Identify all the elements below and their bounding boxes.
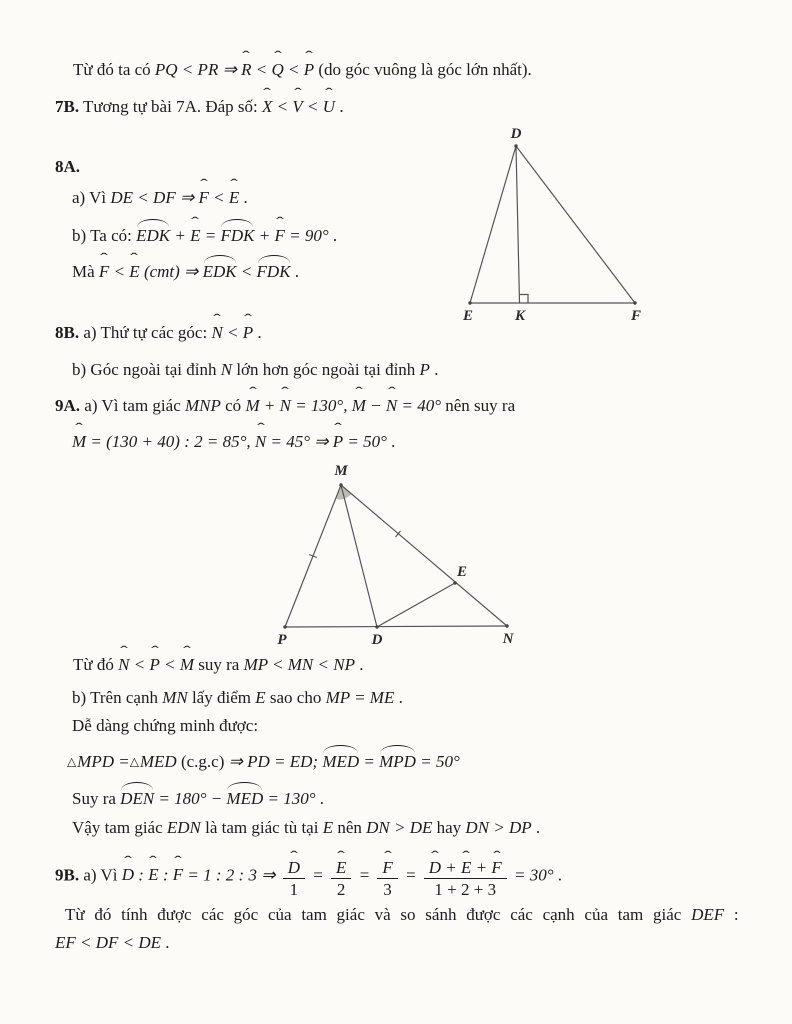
text-run: Dễ dàng chứng minh được:	[72, 716, 259, 735]
text-run: .	[394, 688, 403, 707]
fraction	[331, 852, 351, 901]
line-7b-answer	[55, 95, 344, 119]
text-run: b) Góc ngoài tại đỉnh	[72, 360, 221, 379]
math-run: DN > DP	[465, 818, 532, 837]
text-run: .	[386, 432, 396, 451]
line-8a-b	[72, 222, 337, 248]
math-run: +	[441, 858, 461, 877]
right-angle-mark	[520, 295, 528, 304]
math-run: DN > DE	[366, 818, 433, 837]
hat-angle: ˆ E	[190, 224, 200, 248]
hat-angle: ˆ M	[180, 653, 194, 677]
fraction-numerator	[283, 852, 305, 879]
text-run: Từ đó ta có	[73, 60, 155, 79]
text-run: là tam giác tù tại	[200, 818, 323, 837]
text-run: .	[290, 262, 300, 281]
fraction-numerator	[377, 852, 397, 879]
math-run: <	[159, 655, 180, 674]
text-run: .	[335, 97, 344, 116]
math-run: <	[222, 323, 243, 342]
arc-angle: EDK	[203, 260, 237, 284]
hat-angle: ˆ N	[280, 394, 291, 418]
arc-angle: MED	[322, 750, 359, 774]
fraction	[424, 852, 507, 901]
hat-angle: ˆ D	[429, 858, 441, 878]
text-run: a) Thứ tự các góc:	[79, 323, 212, 342]
math-run: +	[259, 396, 280, 415]
arc-angle: EDK	[136, 224, 170, 248]
line-8b-b	[72, 358, 438, 382]
hat-angle: ˆ N	[255, 430, 266, 454]
line-9a-congruence	[67, 748, 460, 774]
bold-label: 9B.	[55, 865, 80, 885]
hat-angle: ˆ R	[241, 58, 251, 82]
line-9a-easy	[72, 714, 258, 738]
fig2-label-e: E	[456, 564, 468, 580]
text-run: .	[315, 789, 325, 808]
math-run: <	[251, 60, 272, 79]
arc-angle: MED	[226, 787, 263, 811]
line-8a-ma	[72, 258, 299, 284]
hat-angle: ˆ E	[129, 260, 139, 284]
text-run: .	[531, 818, 541, 837]
text-run: sao cho	[265, 688, 326, 707]
fraction	[283, 852, 305, 901]
line-9a-result	[72, 430, 395, 454]
math-run: = 130°	[263, 789, 316, 808]
text-run: a) Vì	[79, 865, 122, 885]
math-run: MED	[139, 752, 177, 771]
text-run: hay	[432, 818, 466, 837]
text-run: Vậy tam giác	[72, 818, 167, 837]
math-run: <	[236, 262, 257, 281]
text-run: nên	[333, 818, 367, 837]
triangle-symbol: △	[129, 754, 140, 769]
line-9b-paragraph	[65, 903, 739, 927]
hat-angle: ˆ Q	[271, 58, 283, 82]
line-9a-conclusion	[72, 816, 540, 840]
math-run: =	[359, 752, 380, 771]
text-run: .	[239, 188, 248, 207]
fig1-label-d: D	[510, 126, 522, 142]
math-run: = 1 : 2 : 3 ⇒	[183, 865, 280, 885]
text-run: .	[328, 226, 338, 245]
math-run: EF < DF < DE	[55, 933, 162, 952]
math-run: = 90°	[284, 226, 329, 245]
figure-triangle-mpn-bisector	[266, 460, 526, 655]
math-run: =	[113, 752, 130, 771]
text-run: (do góc vuông là góc lớn nhất).	[314, 60, 532, 79]
text-run: (c.g.c)	[176, 752, 229, 771]
text-run: a) Vì tam giác	[80, 396, 185, 415]
text-run: Từ đó	[73, 655, 119, 674]
line-9b-fractions	[55, 852, 562, 901]
text-run: .	[354, 655, 364, 674]
text-run: lớn hơn góc ngoài tại đỉnh	[232, 360, 420, 379]
math-run: P	[419, 360, 430, 379]
hat-angle: ˆ F	[491, 858, 501, 878]
hat-angle: ˆ F	[198, 186, 208, 210]
math-run: <	[129, 655, 150, 674]
hat-angle: ˆ P	[304, 58, 314, 82]
text-run: suy ra	[193, 655, 244, 674]
math-run: <	[208, 188, 229, 207]
fig2-label-p: P	[277, 632, 287, 648]
math-run: =	[307, 865, 328, 885]
text-run: .	[429, 360, 439, 379]
text-run: lấy điểm	[187, 688, 256, 707]
hat-angle: ˆ M	[245, 394, 259, 418]
text-run: Mà	[72, 262, 99, 281]
math-run: :	[134, 865, 149, 885]
line-9a-intro	[55, 394, 515, 418]
text-run: Từ đó tính được các góc của tam giác và so sánh được các cạnh của tam giác	[65, 905, 692, 924]
math-run: MP = ME	[325, 688, 395, 707]
math-run: +	[170, 226, 191, 245]
text-run: .	[161, 933, 170, 952]
math-run: = 30°	[509, 865, 554, 885]
arc-angle: DEN	[120, 787, 154, 811]
hat-angle: ˆ P	[333, 430, 343, 454]
fig2-label-d: D	[371, 632, 383, 648]
math-run: DEF	[691, 905, 725, 924]
math-run: DE < DF ⇒	[110, 188, 199, 207]
hat-angle: ˆ N	[118, 653, 129, 677]
arc-angle: FDK	[257, 260, 291, 284]
math-run: MNP	[185, 396, 221, 415]
triangle-symbol: △	[67, 754, 78, 769]
hat-angle: ˆ N	[211, 321, 222, 345]
math-run: (cmt) ⇒	[139, 262, 203, 281]
math-run: EDN	[166, 818, 201, 837]
text-run: :	[724, 905, 739, 924]
hat-angle: ˆ E	[229, 186, 239, 210]
math-run: MP < MN < NP	[243, 655, 355, 674]
hat-angle: ˆ F	[99, 260, 109, 284]
fig1-label-f: F	[630, 308, 642, 324]
hat-angle: ˆ X	[262, 95, 272, 119]
figure-triangle-def-altitude	[448, 124, 653, 324]
math-run: E	[322, 818, 334, 837]
hat-angle: ˆ P	[149, 653, 159, 677]
math-run: E	[255, 688, 266, 707]
fraction-numerator	[331, 852, 351, 879]
math-run: = 50°	[343, 432, 387, 451]
hat-angle: ˆ M	[352, 394, 366, 418]
text-run: .	[553, 865, 563, 885]
hat-angle: ˆ M	[72, 430, 86, 454]
math-run: N	[220, 360, 233, 379]
text-run: a) Vì	[72, 188, 111, 207]
math-run: MN	[162, 688, 188, 707]
fig2-label-m: M	[334, 463, 348, 479]
line-8b-a	[55, 321, 262, 345]
math-run: ⇒ PD = ED;	[228, 752, 323, 771]
math-run: <	[302, 97, 323, 116]
hat-angle: ˆ D	[122, 863, 134, 887]
hat-angle: ˆ D	[288, 858, 300, 878]
fraction-numerator	[424, 852, 507, 879]
math-run: =	[354, 865, 375, 885]
math-run: = 180° −	[154, 789, 227, 808]
math-run: <	[283, 60, 304, 79]
bold-label: 7B.	[55, 97, 80, 116]
line-9a-b	[72, 686, 403, 710]
math-run: = 50°	[415, 752, 460, 771]
line-pq-conclusion	[73, 58, 532, 82]
hat-angle: ˆ E	[461, 858, 471, 878]
math-run: =	[400, 865, 421, 885]
text-run: b) Trên cạnh	[72, 688, 163, 707]
math-run: +	[471, 858, 492, 877]
fraction-denominator: 1	[289, 880, 299, 900]
hat-angle: ˆ F	[274, 224, 284, 248]
hat-angle: ˆ P	[243, 321, 253, 345]
math-run: :	[158, 865, 173, 885]
math-run: = 45° ⇒	[266, 432, 333, 451]
fraction-denominator: 2	[336, 880, 346, 900]
bold-label: 8A.	[55, 157, 81, 176]
hat-angle: ˆ N	[386, 394, 397, 418]
text-run: nên suy ra	[441, 396, 516, 415]
heading-8a	[55, 155, 80, 179]
math-run: <	[109, 262, 130, 281]
hat-angle: ˆ F	[173, 863, 183, 887]
text-run: b) Ta có:	[72, 226, 137, 245]
fig1-label-k: K	[514, 308, 526, 324]
fraction	[377, 852, 397, 901]
math-run: = (130 + 40) : 2 = 85°,	[86, 432, 255, 451]
text-run: có	[220, 396, 246, 415]
arc-angle: MPD	[379, 750, 416, 774]
text-run: Tương tự bài 7A. Đáp số:	[79, 97, 263, 116]
bold-label: 9A.	[55, 396, 81, 415]
fraction-denominator: 3	[383, 880, 392, 900]
math-run: =	[200, 226, 221, 245]
text-run: .	[253, 323, 262, 342]
line-8a-a	[72, 186, 248, 210]
math-run: PQ < PR ⇒	[154, 60, 242, 79]
math-run: <	[272, 97, 293, 116]
hat-angle: ˆ E	[336, 858, 346, 878]
fig2-label-n: N	[502, 631, 514, 647]
math-run: MPD	[77, 752, 114, 771]
math-run: = 130°,	[290, 396, 352, 415]
bold-label: 8B.	[55, 323, 80, 342]
line-9a-suyra	[72, 785, 324, 811]
arc-angle: FDK	[220, 224, 254, 248]
math-run: −	[365, 396, 386, 415]
fig1-label-e: E	[462, 308, 474, 324]
fraction-denominator: 1 + 2 + 3	[434, 880, 497, 900]
hat-angle: ˆ F	[382, 858, 392, 878]
hat-angle: ˆ U	[323, 95, 335, 119]
math-run: +	[254, 226, 275, 245]
hat-angle: ˆ E	[148, 863, 158, 887]
line-9b-final	[55, 931, 170, 955]
text-run: Suy ra	[72, 789, 121, 808]
line-9a-order	[73, 653, 363, 677]
math-run: = 40°	[397, 396, 441, 415]
hat-angle: ˆ V	[292, 95, 302, 119]
